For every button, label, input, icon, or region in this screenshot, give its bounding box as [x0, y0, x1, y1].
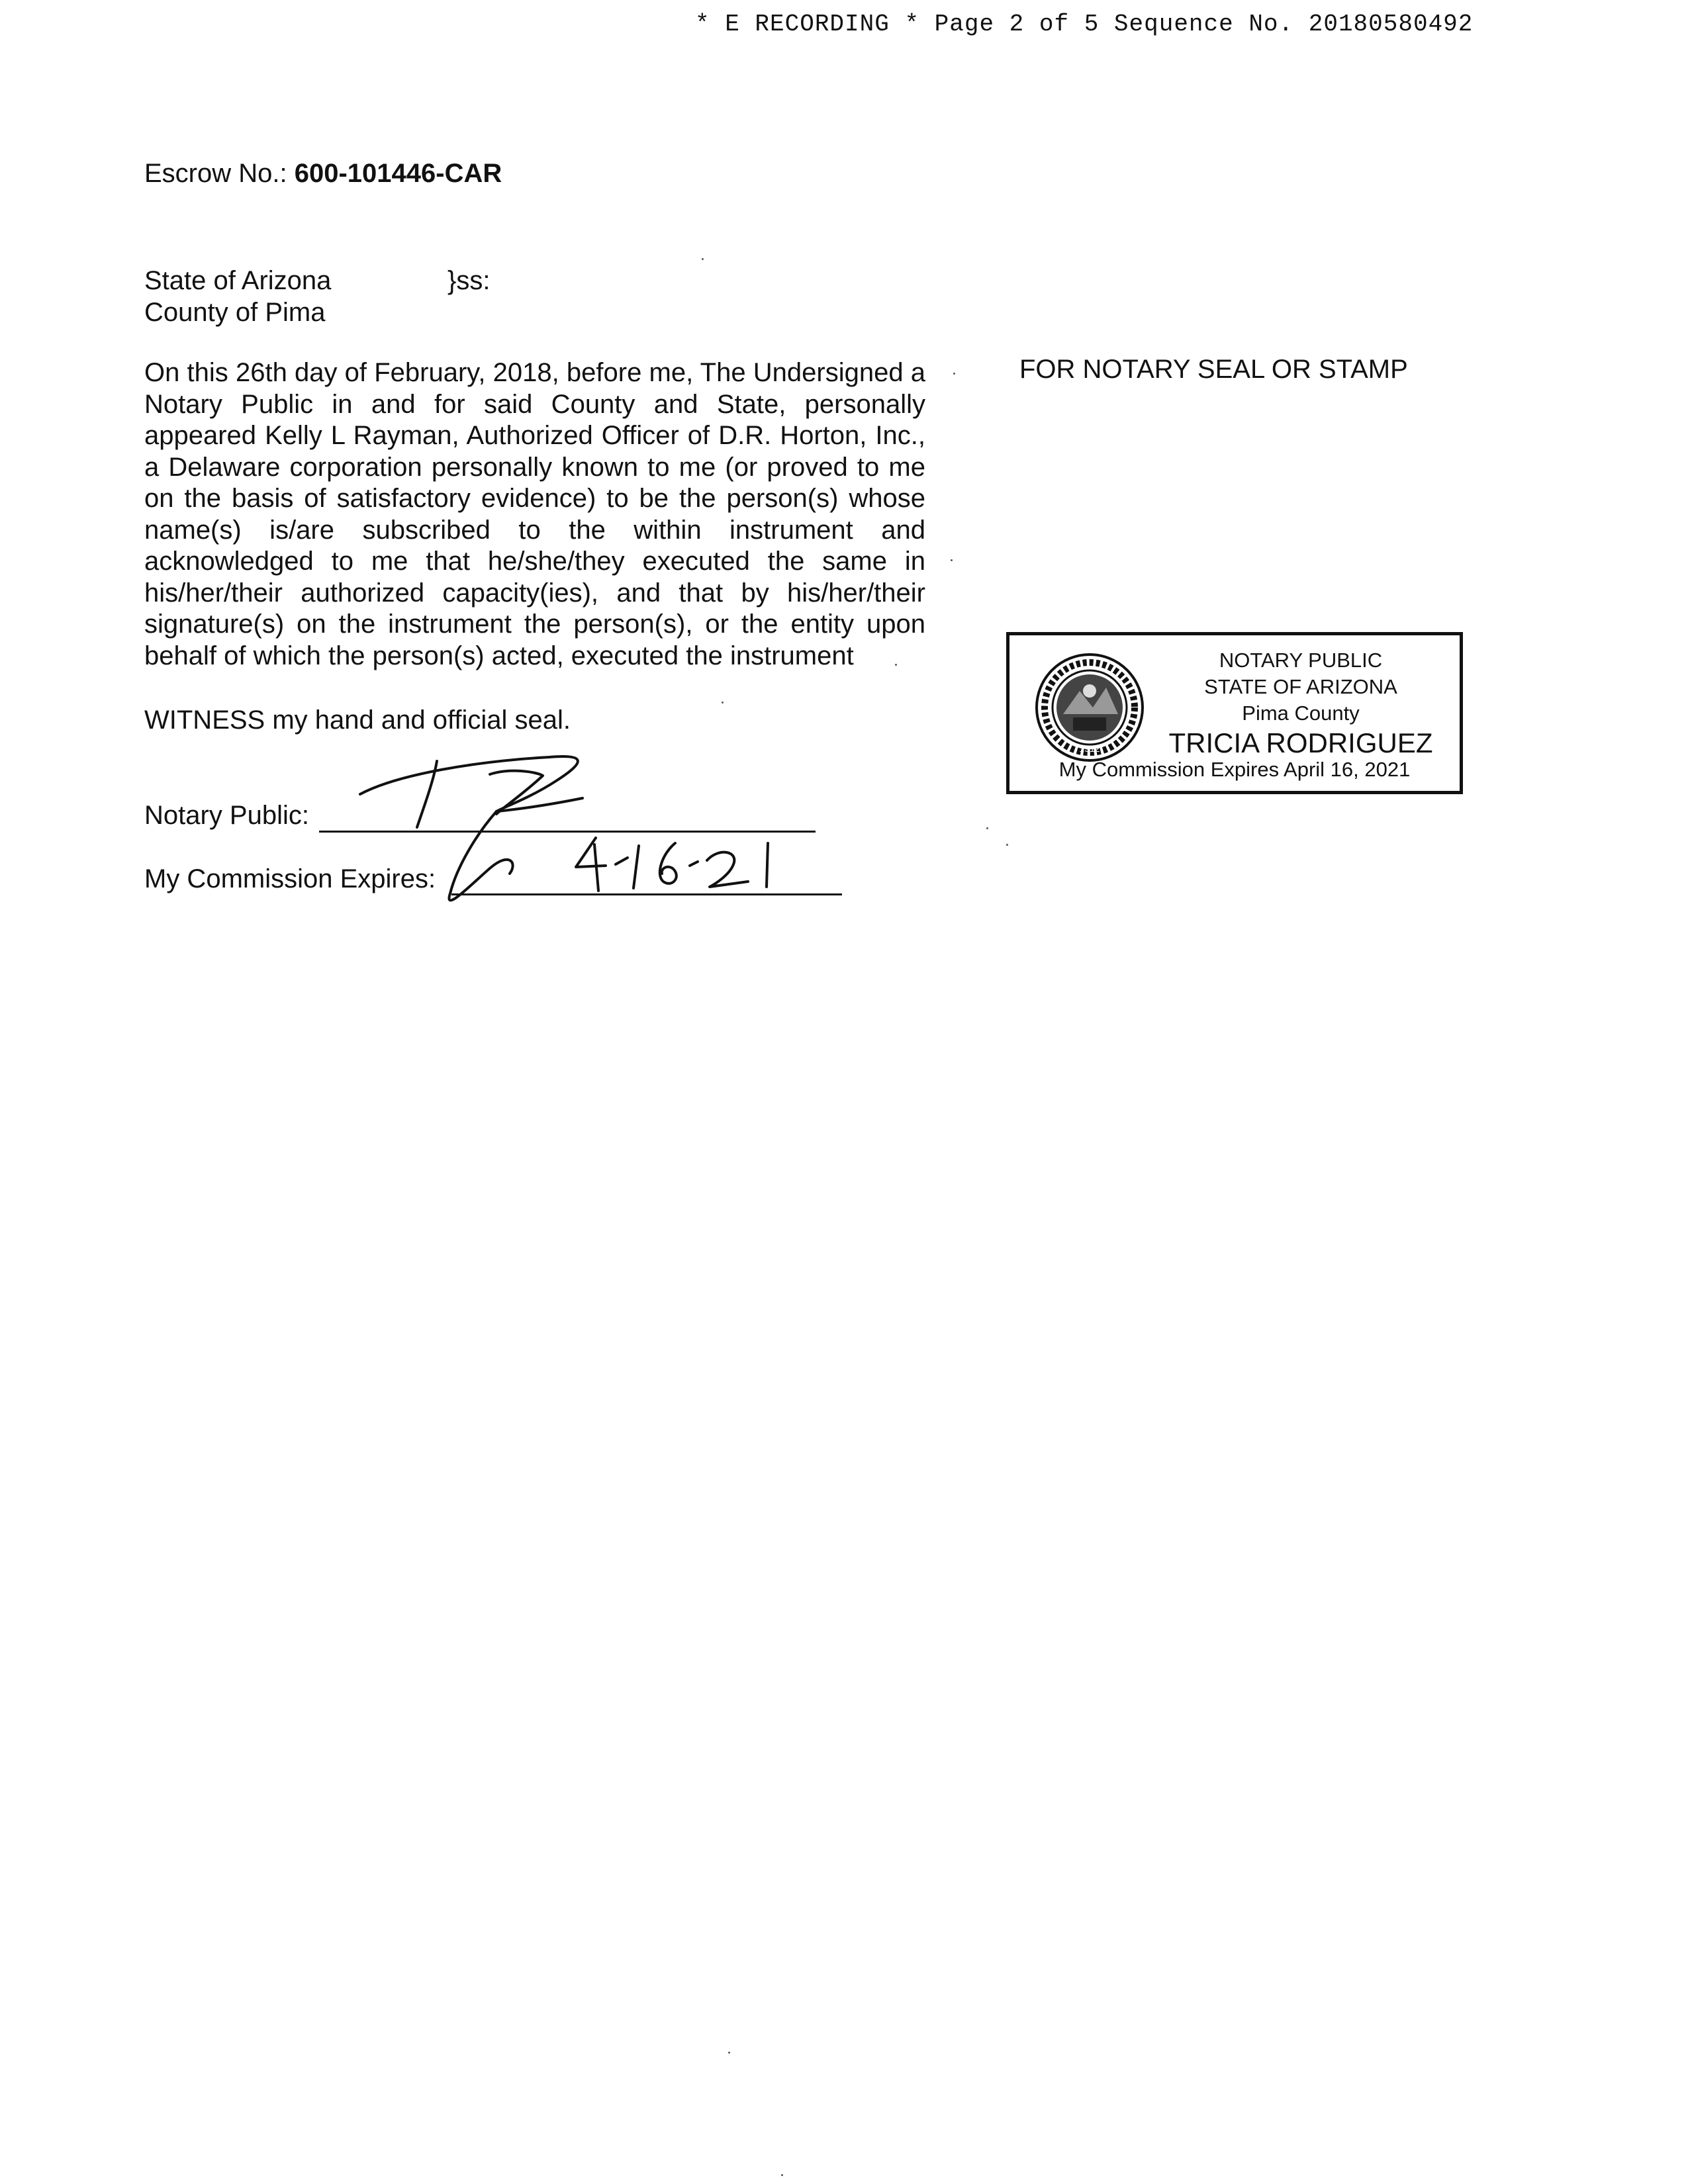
- recording-header: * E RECORDING * Page 2 of 5 Sequence No. 20180580492: [695, 11, 1474, 38]
- scan-speck: [986, 827, 988, 829]
- scan-speck: [781, 2174, 783, 2176]
- stamp-line1: NOTARY PUBLIC: [1219, 649, 1383, 672]
- scan-speck: [895, 664, 897, 666]
- venue-state: State of Arizona: [144, 266, 332, 295]
- notary-stamp: [1006, 632, 1463, 794]
- stamp-text-block: [1142, 647, 1460, 760]
- stamp-notary-name: TRICIA RODRIGUEZ: [1168, 727, 1433, 758]
- venue-county: County of Pima: [144, 298, 326, 327]
- seal-year: 1912: [1079, 743, 1100, 754]
- escrow-value: 600-101446-CAR: [294, 159, 502, 188]
- escrow-label: Escrow No.:: [144, 159, 287, 188]
- witness-statement: WITNESS my hand and official seal.: [144, 705, 571, 735]
- venue-block: [144, 265, 491, 328]
- scan-speck: [722, 702, 724, 704]
- stamp-expiration: My Commission Expires April 16, 2021: [1058, 758, 1411, 781]
- escrow-number: [144, 159, 502, 189]
- seal-area-label: FOR NOTARY SEAL OR STAMP: [1019, 355, 1408, 384]
- scan-speck: [728, 2052, 730, 2054]
- handwritten-signature: [344, 735, 874, 927]
- notary-public-label: Notary Public:: [144, 801, 309, 830]
- scan-speck: [953, 373, 955, 375]
- stamp-line2: STATE OF ARIZONA: [1204, 675, 1397, 698]
- acknowledgment-paragraph: On this 26th day of February, 2018, before me, The Undersigned a Notary Public in and for said County and State, personally appeared Kelly L Rayman, Authorized Officer of D.R. Horton, Inc., a Delaware corporation personally known to me (or proved to me on the basis of satisfactory evidence) to be the person(s) whose name(s) is/are subscribed to the within instrument and acknowledged to me that he/she/they executed the same in his/her/their authorized capacity(ies), and that by his/her/their signature(s) on the instrument the person(s), or the entity upon behalf of which the person(s) acted, executed the instrument: [144, 358, 925, 670]
- arizona-state-seal-icon: [1033, 651, 1146, 764]
- scan-speck: [702, 258, 704, 260]
- venue-ss: }ss:: [447, 266, 491, 295]
- stamp-line3: Pima County: [1242, 702, 1360, 725]
- scan-speck: [951, 559, 953, 561]
- commission-expires-label: My Commission Expires:: [144, 864, 436, 893]
- handwritten-expiry-date: [576, 838, 768, 891]
- scan-speck: [1006, 844, 1008, 846]
